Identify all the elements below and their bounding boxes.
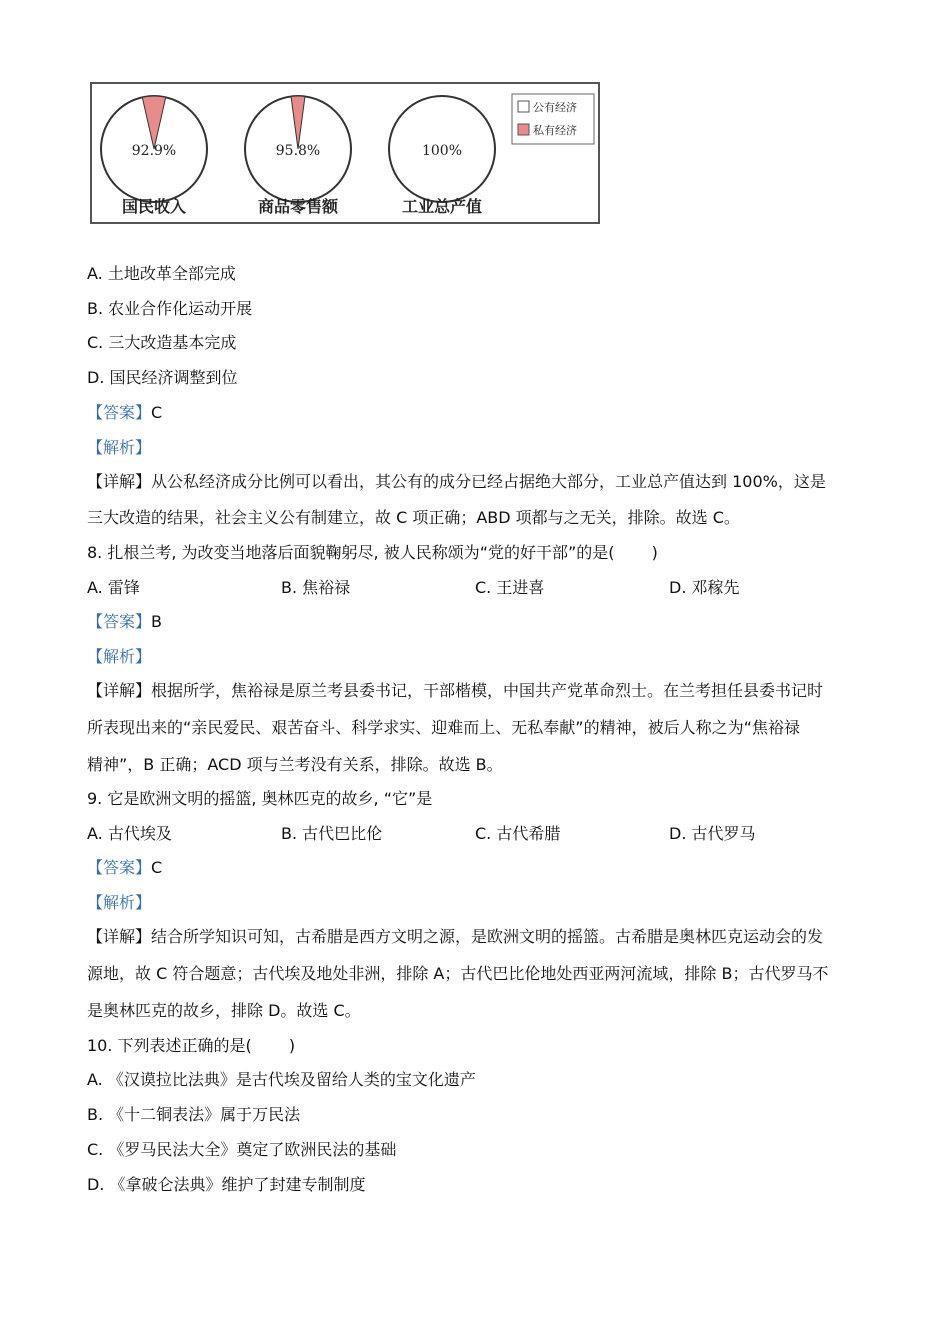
q7-answer — [87, 403, 162, 423]
q8-stem: 8. 扎根兰考, 为改变当地落后面貌鞠躬尽, 被人民称颂为“党的好干部”的是( ) — [87, 543, 658, 562]
detail-text: 从公私经济成分比例可以看出，其公有的成分已经占据绝大部分，工业总产值达到 100%，这是 — [151, 472, 826, 491]
q9-analysis-label: 【解析】 — [87, 893, 152, 912]
pie-category-label: 商品零售额 — [257, 197, 339, 216]
legend-public-label: 公有经济 — [533, 101, 577, 114]
pie-category-label: 国民收入 — [121, 197, 187, 216]
q8-option-a: A. 雷锋 — [87, 578, 140, 597]
q9-option-c: C. 古代希腊 — [475, 824, 561, 843]
pie-value-label: 100% — [421, 143, 463, 159]
detail-text: 结合所学知识可知，古希腊是西方文明之源，是欧洲文明的摇篮。古希腊是奥林匹克运动会的发 — [151, 927, 824, 946]
answer-label: 【答案】 — [87, 403, 152, 422]
q8-option-c: C. 王进喜 — [475, 578, 545, 597]
pie-category-label: 工业总产值 — [401, 197, 483, 216]
legend-private-swatch — [518, 124, 529, 135]
q10-option-d: D. 《拿破仑法典》维护了封建专制制度 — [87, 1175, 366, 1194]
q8-detail-line-3: 精神”，B 正确；ACD 项与兰考没有关系，排除。故选 B。 — [87, 755, 503, 774]
detail-label: 【详解】 — [87, 681, 152, 700]
q10-stem: 10. 下列表述正确的是( ) — [87, 1036, 296, 1055]
q10-option-c: C. 《罗马民法大全》奠定了欧洲民法的基础 — [87, 1140, 397, 1159]
answer-label: 【答案】 — [87, 612, 152, 631]
pie-value-label: 92.9% — [131, 143, 177, 159]
detail-label: 【详解】 — [87, 472, 152, 491]
q8-detail-line-2: 所表现出来的“亲民爱民、艰苦奋斗、科学求实、迎难而上、无私奉献”的精神，被后人称之为“焦裕禄 — [87, 718, 800, 737]
q7-option-d: D. 国民经济调整到位 — [87, 368, 238, 387]
detail-text: 根据所学，焦裕禄是原兰考县委书记，干部楷模，中国共产党革命烈士。在兰考担任县委书记时 — [151, 681, 824, 700]
answer-value: B — [151, 612, 162, 631]
q8-detail-line-1 — [87, 681, 823, 701]
q9-detail-line-1 — [87, 927, 823, 947]
q7-option-c: C. 三大改造基本完成 — [87, 333, 237, 352]
q10-option-a: A. 《汉谟拉比法典》是古代埃及留给人类的宝文化遗产 — [87, 1070, 476, 1089]
q10-option-b: B. 《十二铜表法》属于万民法 — [87, 1105, 301, 1124]
q8-option-b: B. 焦裕禄 — [281, 578, 351, 597]
q9-detail-line-2: 源地，故 C 符合题意；古代埃及地处非洲，排除 A；古代巴比伦地处西亚两河流域，排除 B；古代罗马不 — [87, 964, 829, 983]
legend-public-swatch — [518, 101, 529, 112]
answer-label: 【答案】 — [87, 858, 152, 877]
q7-option-b: B. 农业合作化运动开展 — [87, 299, 253, 318]
q9-stem: 9. 它是欧洲文明的摇篮, 奥林匹克的故乡, “它”是 — [87, 789, 433, 808]
q9-answer — [87, 858, 162, 878]
q9-option-b: B. 古代巴比伦 — [281, 824, 383, 843]
q9-detail-line-3: 是奥林匹克的故乡，排除 D。故选 C。 — [87, 1001, 361, 1020]
q7-option-a: A. 土地改革全部完成 — [87, 264, 236, 283]
detail-label: 【详解】 — [87, 927, 152, 946]
ownership-pie-charts — [90, 82, 600, 224]
legend-private-label: 私有经济 — [533, 124, 577, 137]
q8-analysis-label: 【解析】 — [87, 647, 152, 666]
pie-value-label: 95.8% — [275, 143, 321, 159]
q8-option-d: D. 邓稼先 — [669, 578, 740, 597]
q9-option-d: D. 古代罗马 — [669, 824, 756, 843]
q7-detail-line-2: 三大改造的结果，社会主义公有制建立，故 C 项正确；ABD 项都与之无关，排除。故选 C。 — [87, 508, 740, 527]
pie-chart-canvas — [92, 84, 598, 222]
q8-answer — [87, 612, 162, 632]
answer-value: C — [151, 403, 163, 422]
q9-option-a: A. 古代埃及 — [87, 824, 172, 843]
q7-detail-line-1 — [87, 472, 826, 492]
answer-value: C — [151, 858, 163, 877]
q7-analysis-label: 【解析】 — [87, 438, 152, 457]
